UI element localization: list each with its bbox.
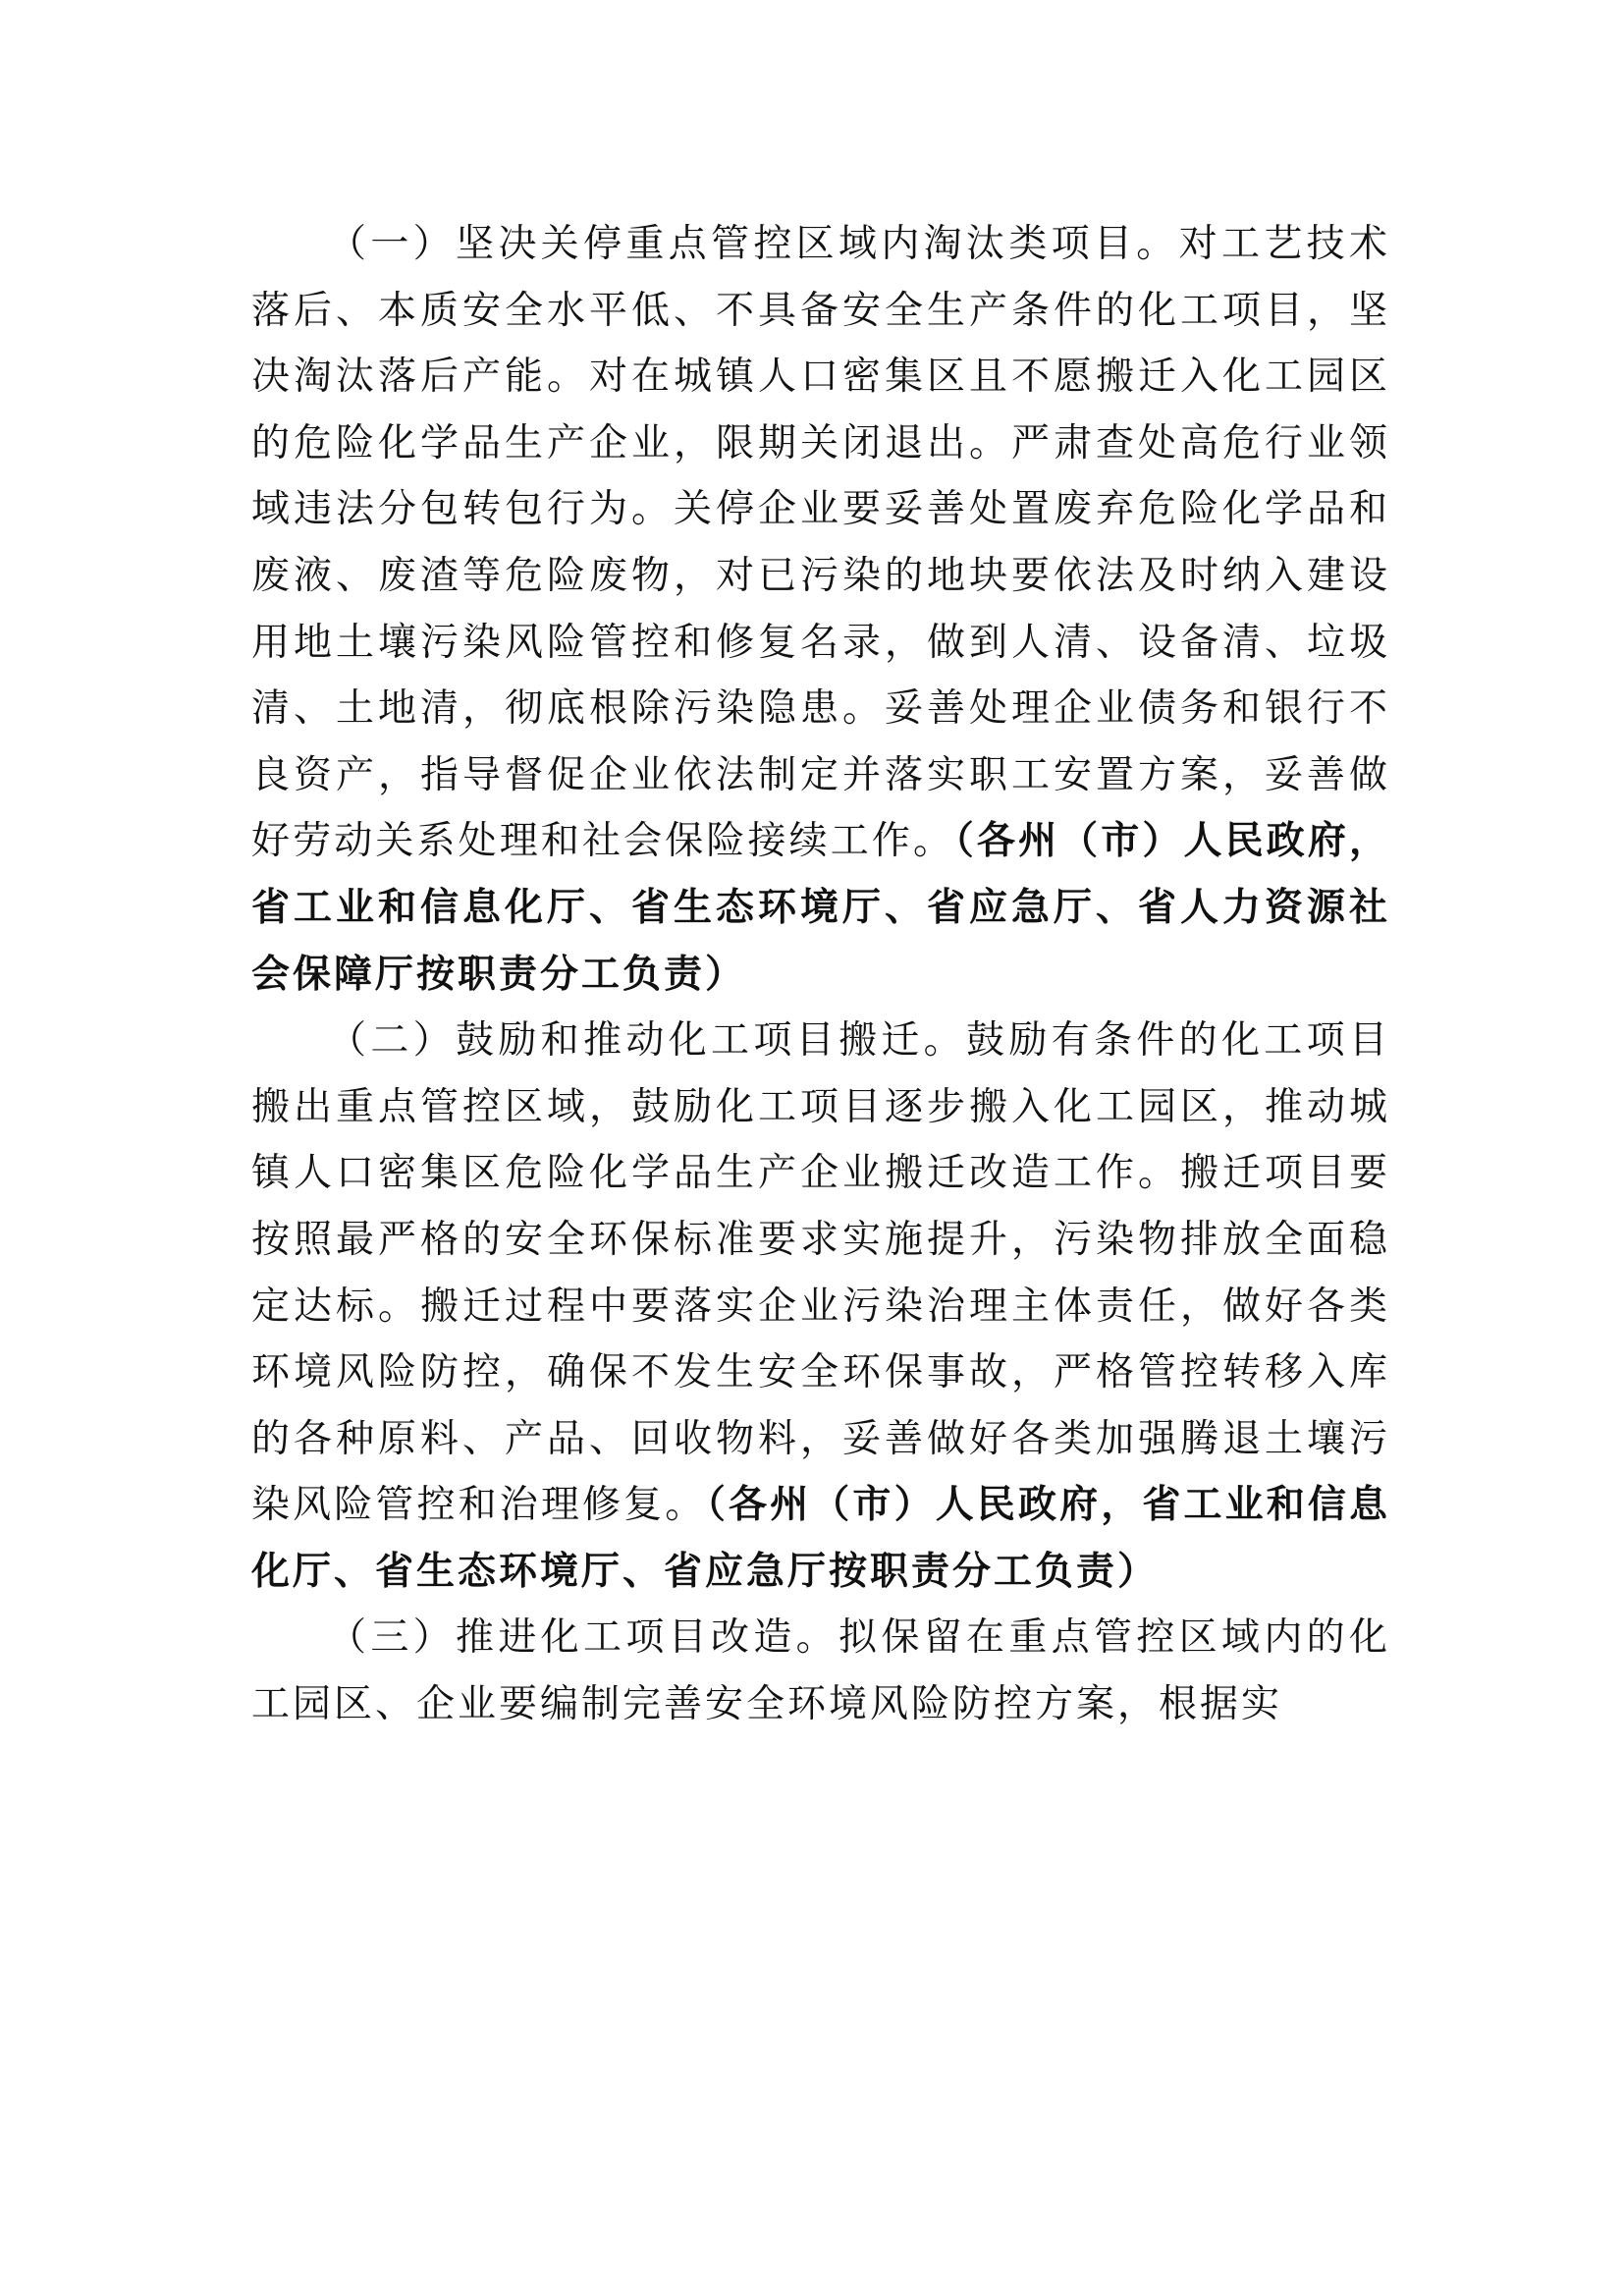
section-heading-1: （一）坚决关停重点管控区域内淘汰类项目。	[328, 222, 1179, 266]
section-body-3: 拟保留在重点管控区域内的化工园区、企业要编制完善安全环境风险防控方案，根据实	[251, 1615, 1390, 1727]
section-body-1: 对工艺技术落后、本质安全水平低、不具备安全生产条件的化工项目，坚决淘汰落后产能。对在城镇人口密集区且不愿搬迁入化工园区的危险化学品生产企业，限期关闭退出。严肃查处高危行业领域违法分包转包行为。关停企业要妥善处置废弃危险化学品和废液、废渣等危险废物，对已污染的地块要依法及时纳入建设用地土壤污染风险管控和修复名录，做到人清、设备清、垃圾清、土地清，彻底根除污染隐患。妥善处理企业债务和银行不良资产，指导督促企业依法制定并落实职工安置方案，妥善做好劳动关系处理和社会保险接续工作。	[251, 222, 1390, 864]
paragraph-2	[251, 1008, 1390, 1605]
responsibility-note-1: （各州（市）人民政府，省工业和信息化厅、省生态环境厅、省应急厅、省人力资源社会保障厅按职责分工负责）	[251, 818, 1390, 997]
section-heading-2: （二）鼓励和推动化工项目搬迁。	[328, 1018, 966, 1064]
section-heading-3: （三）推进化工项目改造。	[328, 1615, 839, 1661]
document-page	[251, 211, 1390, 1738]
responsibility-note-2: （各州（市）人民政府，省工业和信息化厅、省生态环境厅、省应急厅按职责分工负责）	[251, 1482, 1390, 1594]
paragraph-3	[251, 1605, 1390, 1737]
paragraph-1	[251, 211, 1390, 1008]
section-body-2: 鼓励有条件的化工项目搬出重点管控区域，鼓励化工项目逐步搬入化工园区，推动城镇人口密集区危险化学品生产企业搬迁改造工作。搬迁项目要按照最严格的安全环保标准要求实施提升，污染物排放全面稳定达标。搬迁过程中要落实企业污染治理主体责任，做好各类环境风险防控，确保不发生安全环保事故，严格管控转移入库的各种原料、产品、回收物料，妥善做好各类加强腾退土壤污染风险管控和治理修复。	[251, 1018, 1390, 1528]
